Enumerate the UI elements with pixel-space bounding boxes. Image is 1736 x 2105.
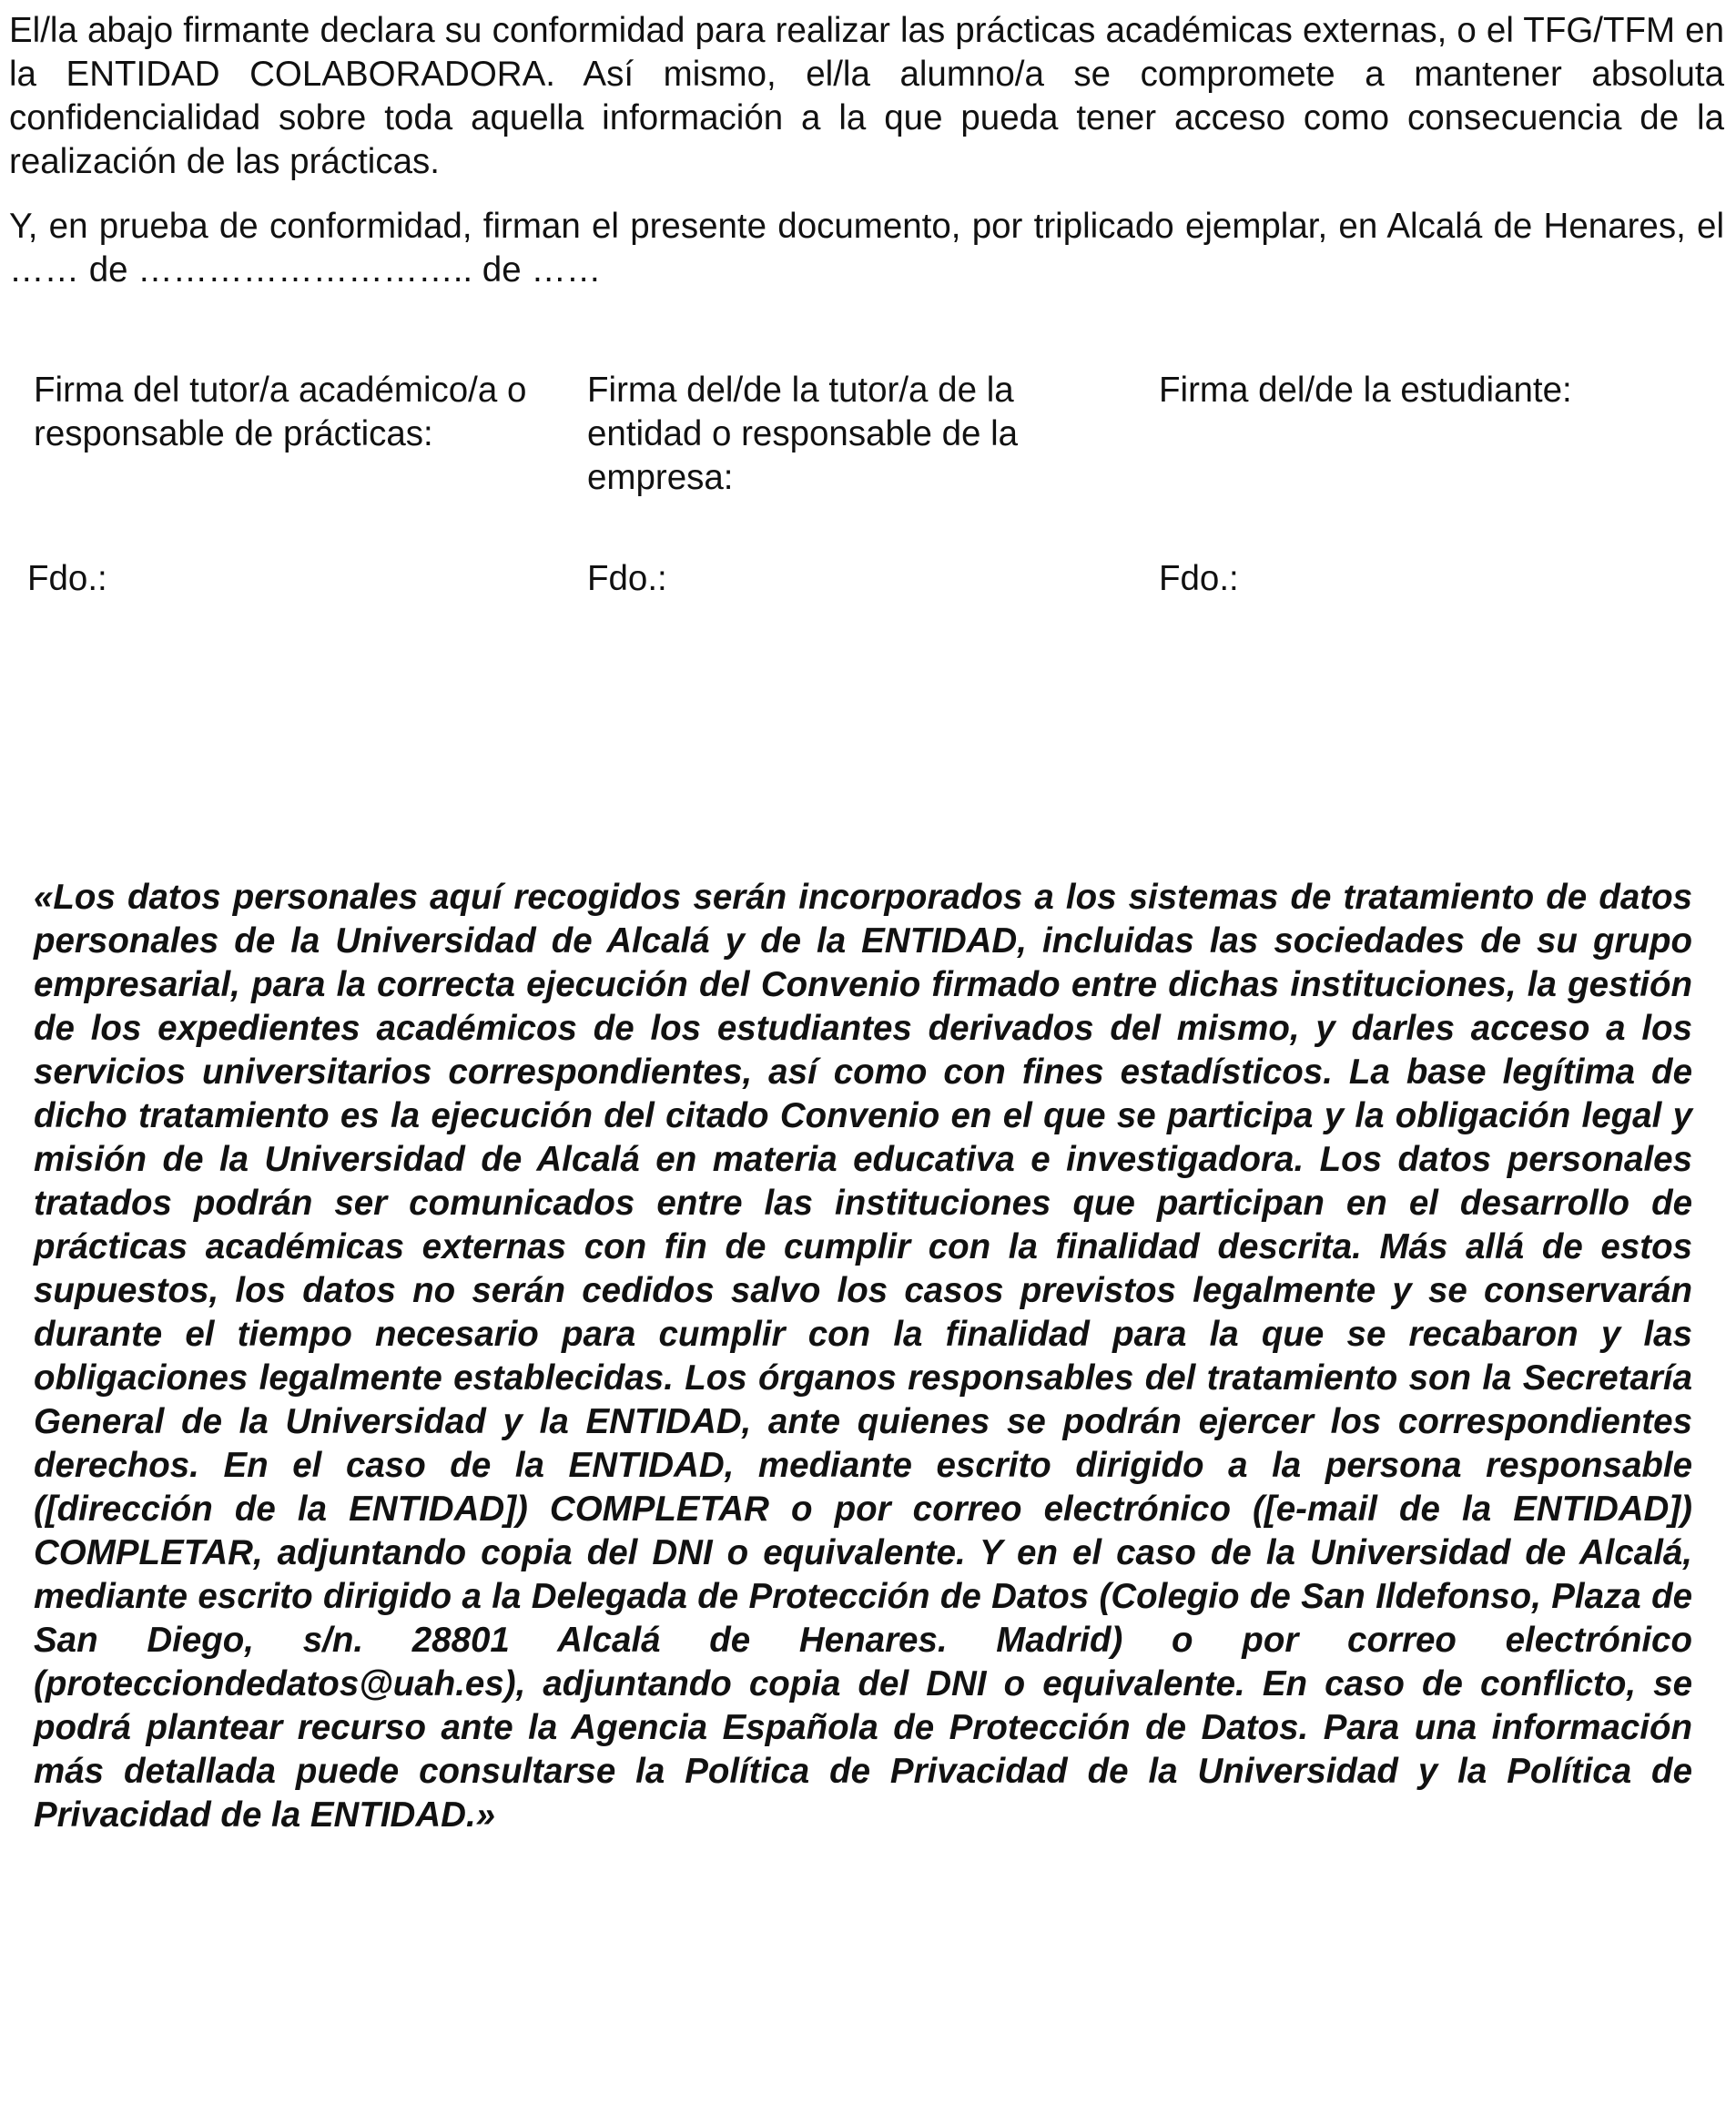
signature-label-academic-tutor: Firma del tutor/a académico/a o responsable de prácticas: [34,371,527,453]
signature-fdo-student: Fdo.: [1159,559,1239,598]
signature-label-student: Firma del/de la estudiante: [1159,371,1572,410]
conformity-paragraph: El/la abajo firmante declara su conformidad para realizar las prácticas académicas externas, o el TFG/TFM en la ENTIDAD COLABORADORA. Así mismo, el/la alumno/a se compromete a mantener absoluta confidencialidad sobre toda aquella información a la que pueda tener acceso como consecuencia de la realización de las prácticas. [9,11,1724,181]
signature-fdo-academic-tutor: Fdo.: [27,559,107,598]
privacy-notice: «Los datos personales aquí recogidos serán incorporados a los sistemas de tratamiento de datos personales de la Universidad de Alcalá y de la ENTIDAD, incluidas las sociedades de su grupo empresarial, para la correcta ejecución del Convenio firmado entre dichas instituciones, la gestión de los expedientes académicos de los estudiantes derivados del mismo, y darles acceso a los servicios universitarios correspondientes, así como con fines estadísticos. La base legítima de dicho tratamiento es la ejecución del citado Convenio en el que se participa y la obligación legal y misión de la Universidad de Alcalá en materia educativa e investigadora. Los datos personales tratados podrán ser comunicados entre las instituciones que participan en el desarrollo de prácticas académicas externas con fin de cumplir con la finalidad descrita. Más allá de estos supuestos, los datos no serán cedidos salvo los casos previstos legalmente y se conservarán durante el tiempo necesario para cumplir con la finalidad para la que se recabaron y las obligaciones legalmente establecidas. Los órganos responsables del tratamiento son la Secretaría General de la Universidad y la ENTIDAD, ante quienes se podrán ejercer los correspondientes derechos. En el caso de la ENTIDAD, mediante escrito dirigido a la persona responsable ([dirección de la ENTIDAD]) COMPLETAR o por correo electrónico ([e-mail de la ENTIDAD]) COMPLETAR, adjuntando copia del DNI o equivalente. Y en el caso de la Universidad de Alcalá, mediante escrito dirigido a la Delegada de Protección de Datos (Colegio de San Ildefonso, Plaza de San Diego, s/n. 28801 Alcalá de Henares. Madrid) o por correo electrónico (protecciondedatos@uah.es), adjuntando copia del DNI o equivalente. En caso de conflicto, se podrá plantear recurso ante la Agencia Española de Protección de Datos. Para una información más detallada puede consultarse la Política de Privacidad de la Universidad y la Política de Privacidad de la ENTIDAD.» [34,878,1692,1835]
signature-fdo-entity-tutor: Fdo.: [587,559,667,598]
proof-paragraph: Y, en prueba de conformidad, firman el presente documento, por triplicado ejemplar, en Alcalá de Henares, el …… de ……………………….. de …… [9,207,1724,290]
signature-label-entity-tutor: Firma del/de la tutor/a de la entidad o responsable de la empresa: [587,371,1019,497]
